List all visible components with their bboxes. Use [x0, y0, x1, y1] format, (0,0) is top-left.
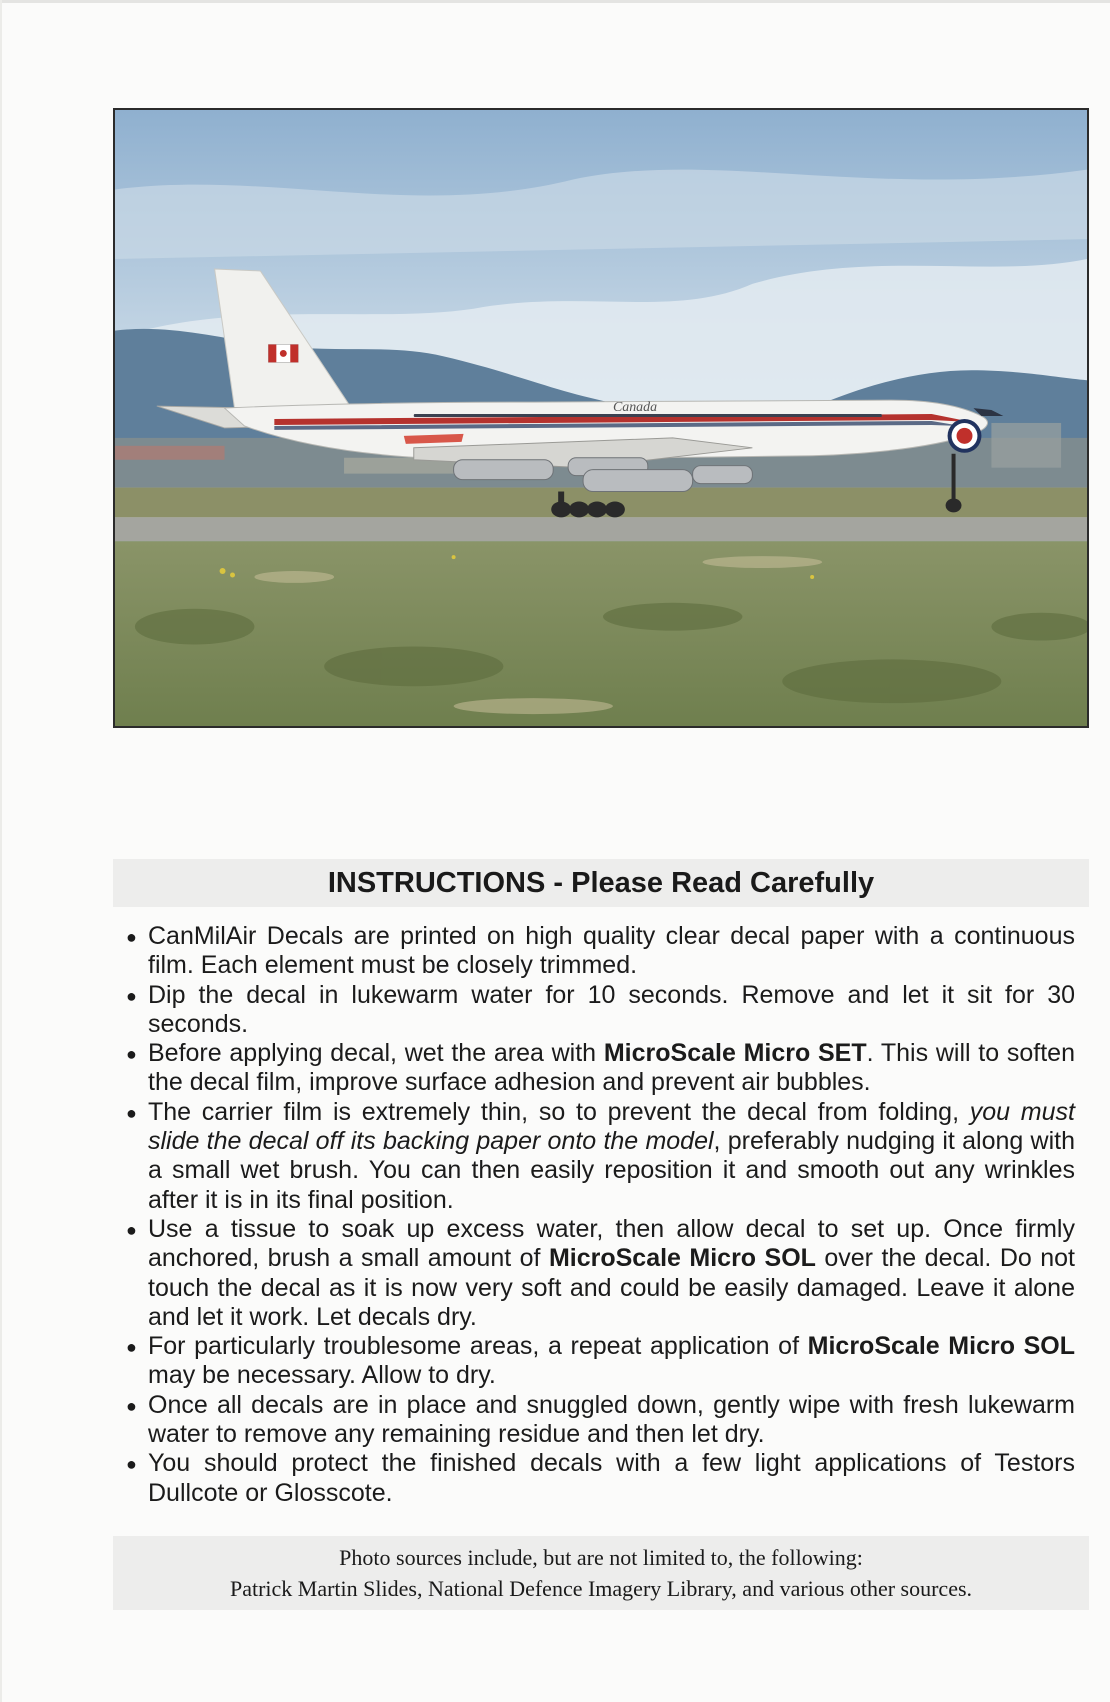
photo-sources-intro: Photo sources include, but are not limited to, the following: [339, 1545, 863, 1570]
instruction-text: Once all decals are in place and snuggled down, gently wipe with fresh lukewarm water to remove any remaining residue and then let dry. [148, 1390, 1075, 1449]
photo-sources [113, 1536, 1089, 1610]
instructions-title: INSTRUCTIONS - Please Read Carefully [327, 867, 875, 899]
instruction-text: over the decal. Do not touch the decal as it is now very soft and could be easily damaged. Leave it alone and let it work. Let decals dry. [148, 1244, 1075, 1331]
product-name: MicroScale Micro SOL [807, 1332, 1075, 1361]
instruction-item [123, 1039, 1075, 1098]
instruction-text: The carrier film is extremely thin, so to prevent the decal from folding, [148, 1097, 970, 1126]
instruction-text: , preferably nudging it along with a small wet brush. You can then easily reposition it and smooth out any wrinkles after it is in its final position. [148, 1127, 1075, 1214]
bullet-icon: ● [126, 927, 137, 947]
page-edge-left [0, 0, 2, 1702]
emphasis-text: you must slide the decal off its backing paper onto the model [148, 1097, 1075, 1156]
instruction-text: Use a tissue to soak up excess water, then allow decal to set up. Once firmly anchored, brush a small amount of [148, 1214, 1075, 1273]
aircraft-photo [113, 108, 1089, 728]
instruction-item [123, 1391, 1075, 1450]
instruction-text: . This will to soften the decal film, improve surface adhesion and prevent air bubbles. [148, 1039, 1075, 1097]
runway [115, 517, 1087, 541]
bullet-icon: ● [126, 985, 137, 1006]
instruction-text: For particularly troublesome areas, a repeat application of [148, 1332, 808, 1361]
bullet-icon: ● [126, 1044, 137, 1065]
instruction-item [123, 1449, 1075, 1508]
page-edge [0, 0, 1110, 3]
bullet-icon: ● [126, 1337, 137, 1358]
product-name: MicroScale Micro SET [603, 1039, 867, 1068]
bullet-icon: ● [126, 1454, 137, 1475]
fuselage-title: Canada [612, 400, 658, 416]
instruction-item [123, 1098, 1075, 1215]
instruction-text: Dip the decal in lukewarm water for 10 seconds. Remove and let it sit for 30 seconds. [148, 980, 1075, 1038]
photo-sources-list: Patrick Martin Slides, National Defence Imagery Library, and various other sources. [229, 1576, 973, 1601]
instruction-text: CanMilAir Decals are printed on high quality clear decal paper with a continuous film. Each element must be closely trimmed. [148, 922, 1075, 980]
instruction-item [123, 922, 1075, 981]
instructions-header [113, 859, 1089, 907]
instruction-item [123, 981, 1075, 1040]
product-name: MicroScale Micro SOL [548, 1244, 816, 1273]
instructions-list [123, 922, 1075, 1508]
bullet-icon: ● [126, 1102, 137, 1123]
bullet-icon: ● [126, 1219, 137, 1240]
bullet-icon: ● [126, 1395, 137, 1416]
instruction-text: Before applying decal, wet the area with [148, 1039, 604, 1068]
instruction-text: You should protect the finished decals with a few light applications of Testors Dullcote or Glosscote. [148, 1449, 1075, 1507]
instruction-text: may be necessary. Allow to dry. [148, 1361, 496, 1390]
instruction-item [123, 1215, 1075, 1332]
instruction-item [123, 1332, 1075, 1391]
